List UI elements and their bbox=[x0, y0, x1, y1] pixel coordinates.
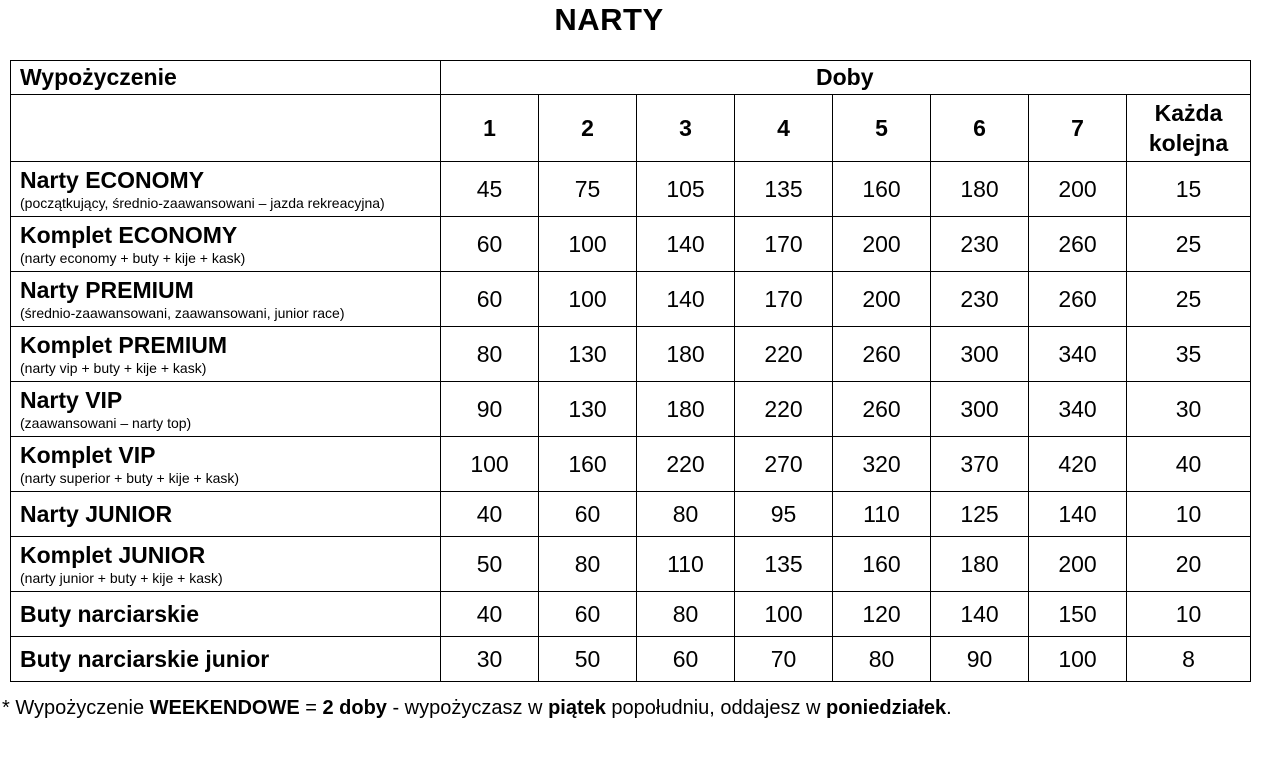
price-cell: 260 bbox=[833, 382, 931, 437]
item-name: Komplet PREMIUM bbox=[20, 331, 227, 358]
price-cell: 100 bbox=[539, 217, 637, 272]
price-cell: 40 bbox=[441, 592, 539, 637]
page-title: NARTY bbox=[554, 2, 664, 37]
item-name: Buty narciarskie junior bbox=[20, 645, 270, 672]
price-cell: 370 bbox=[931, 437, 1029, 492]
price-cell: 160 bbox=[833, 162, 931, 217]
day-header-row bbox=[11, 95, 1251, 162]
price-cell: 90 bbox=[931, 637, 1029, 682]
table-row bbox=[11, 382, 1251, 437]
price-cell: 80 bbox=[637, 592, 735, 637]
price-cell: 80 bbox=[441, 327, 539, 382]
day-column-header: 4 bbox=[735, 95, 833, 162]
price-cell: 70 bbox=[735, 637, 833, 682]
day-column-header: 2 bbox=[539, 95, 637, 162]
price-cell: 100 bbox=[735, 592, 833, 637]
table-row bbox=[11, 637, 1251, 682]
item-name-cell bbox=[11, 272, 441, 327]
footnote-text-3: - wypożyczasz w bbox=[386, 697, 549, 719]
table-row bbox=[11, 272, 1251, 327]
empty-header-cell bbox=[11, 95, 441, 162]
price-cell: 160 bbox=[833, 537, 931, 592]
price-cell: 40 bbox=[441, 492, 539, 537]
price-cell: 180 bbox=[931, 537, 1029, 592]
item-name-cell bbox=[11, 382, 441, 437]
each-next-price-cell: 20 bbox=[1127, 537, 1251, 592]
price-cell: 100 bbox=[441, 437, 539, 492]
each-next-price-cell: 25 bbox=[1127, 217, 1251, 272]
price-cell: 90 bbox=[441, 382, 539, 437]
footnote bbox=[2, 697, 952, 720]
price-cell: 95 bbox=[735, 492, 833, 537]
each-next-line-2: kolejna bbox=[1148, 130, 1229, 156]
item-description: (narty economy + buty + kije + kask) bbox=[20, 249, 246, 266]
price-cell: 50 bbox=[539, 637, 637, 682]
price-cell: 130 bbox=[539, 382, 637, 437]
item-description: (narty superior + buty + kije + kask) bbox=[20, 469, 240, 486]
price-cell: 180 bbox=[637, 327, 735, 382]
day-column-header: 7 bbox=[1029, 95, 1127, 162]
item-name-cell bbox=[11, 537, 441, 592]
item-name-cell bbox=[11, 437, 441, 492]
price-cell: 320 bbox=[833, 437, 931, 492]
price-cell: 125 bbox=[931, 492, 1029, 537]
price-cell: 260 bbox=[833, 327, 931, 382]
price-cell: 230 bbox=[931, 217, 1029, 272]
each-next-price-cell: 35 bbox=[1127, 327, 1251, 382]
day-column-header: 6 bbox=[931, 95, 1029, 162]
price-cell: 220 bbox=[735, 327, 833, 382]
price-cell: 100 bbox=[539, 272, 637, 327]
price-cell: 80 bbox=[539, 537, 637, 592]
price-cell: 170 bbox=[735, 217, 833, 272]
footnote-text-5: . bbox=[946, 697, 952, 719]
price-cell: 80 bbox=[833, 637, 931, 682]
table-row bbox=[11, 537, 1251, 592]
item-description: (narty vip + buty + kije + kask) bbox=[20, 359, 207, 376]
item-name: Buty narciarskie bbox=[20, 600, 199, 627]
price-cell: 230 bbox=[931, 272, 1029, 327]
price-cell: 135 bbox=[735, 537, 833, 592]
each-next-price-cell: 10 bbox=[1127, 592, 1251, 637]
price-cell: 300 bbox=[931, 327, 1029, 382]
footnote-bold-days: 2 doby bbox=[322, 697, 387, 719]
price-cell: 75 bbox=[539, 162, 637, 217]
item-description: (zaawansowani – narty top) bbox=[20, 414, 192, 431]
price-cell: 50 bbox=[441, 537, 539, 592]
price-cell: 140 bbox=[1029, 492, 1127, 537]
item-name-cell bbox=[11, 162, 441, 217]
each-next-line-1: Każda bbox=[1154, 100, 1223, 126]
table-row bbox=[11, 162, 1251, 217]
price-table bbox=[10, 60, 1251, 682]
item-name: Narty VIP bbox=[20, 386, 123, 413]
days-group-header: Doby bbox=[441, 61, 1251, 95]
table-row bbox=[11, 437, 1251, 492]
price-cell: 180 bbox=[637, 382, 735, 437]
price-cell: 270 bbox=[735, 437, 833, 492]
each-next-price-cell: 8 bbox=[1127, 637, 1251, 682]
item-name: Komplet JUNIOR bbox=[20, 541, 206, 568]
item-name-cell bbox=[11, 217, 441, 272]
price-cell: 60 bbox=[637, 637, 735, 682]
price-cell: 100 bbox=[1029, 637, 1127, 682]
price-cell: 140 bbox=[637, 272, 735, 327]
each-next-price-cell: 25 bbox=[1127, 272, 1251, 327]
table-header-row bbox=[11, 61, 1251, 95]
table-row bbox=[11, 492, 1251, 537]
price-cell: 180 bbox=[931, 162, 1029, 217]
price-cell: 105 bbox=[637, 162, 735, 217]
price-cell: 260 bbox=[1029, 217, 1127, 272]
day-column-header: 1 bbox=[441, 95, 539, 162]
item-name-cell bbox=[11, 637, 441, 682]
price-cell: 170 bbox=[735, 272, 833, 327]
price-cell: 30 bbox=[441, 637, 539, 682]
table-row bbox=[11, 327, 1251, 382]
price-cell: 120 bbox=[833, 592, 931, 637]
rental-header: Wypożyczenie bbox=[11, 61, 441, 95]
item-name: Komplet VIP bbox=[20, 441, 156, 468]
price-cell: 80 bbox=[637, 492, 735, 537]
each-next-price-cell: 30 bbox=[1127, 382, 1251, 437]
price-cell: 60 bbox=[441, 217, 539, 272]
price-cell: 140 bbox=[637, 217, 735, 272]
item-name: Komplet ECONOMY bbox=[20, 221, 238, 248]
price-cell: 200 bbox=[833, 272, 931, 327]
price-cell: 300 bbox=[931, 382, 1029, 437]
table-row bbox=[11, 592, 1251, 637]
price-cell: 340 bbox=[1029, 382, 1127, 437]
price-cell: 220 bbox=[637, 437, 735, 492]
item-name-cell bbox=[11, 327, 441, 382]
day-column-header: 5 bbox=[833, 95, 931, 162]
footnote-bold-friday: piątek bbox=[548, 697, 606, 719]
item-name-cell bbox=[11, 492, 441, 537]
day-column-header: 3 bbox=[637, 95, 735, 162]
price-cell: 130 bbox=[539, 327, 637, 382]
item-description: (początkujący, średnio-zaawansowani – jazda rekreacyjna) bbox=[20, 194, 385, 211]
price-cell: 135 bbox=[735, 162, 833, 217]
each-next-price-cell: 10 bbox=[1127, 492, 1251, 537]
price-cell: 110 bbox=[637, 537, 735, 592]
item-name: Narty PREMIUM bbox=[20, 276, 194, 303]
item-name: Narty JUNIOR bbox=[20, 500, 173, 527]
price-cell: 200 bbox=[1029, 162, 1127, 217]
price-cell: 150 bbox=[1029, 592, 1127, 637]
price-cell: 420 bbox=[1029, 437, 1127, 492]
price-cell: 60 bbox=[441, 272, 539, 327]
footnote-text-1: * Wypożyczenie bbox=[2, 697, 150, 719]
price-cell: 110 bbox=[833, 492, 931, 537]
each-next-price-cell: 15 bbox=[1127, 162, 1251, 217]
price-cell: 140 bbox=[931, 592, 1029, 637]
item-description: (narty junior + buty + kije + kask) bbox=[20, 569, 223, 586]
price-cell: 260 bbox=[1029, 272, 1127, 327]
each-next-header bbox=[1127, 95, 1251, 162]
footnote-bold-monday: poniedziałek bbox=[826, 697, 947, 719]
price-cell: 220 bbox=[735, 382, 833, 437]
item-description: (średnio-zaawansowani, zaawansowani, junior race) bbox=[20, 304, 345, 321]
price-cell: 340 bbox=[1029, 327, 1127, 382]
price-cell: 200 bbox=[1029, 537, 1127, 592]
item-name-cell bbox=[11, 592, 441, 637]
price-cell: 45 bbox=[441, 162, 539, 217]
each-next-price-cell: 40 bbox=[1127, 437, 1251, 492]
footnote-text-2: = bbox=[299, 697, 323, 719]
table-row bbox=[11, 217, 1251, 272]
footnote-bold-weekend: WEEKENDOWE bbox=[149, 697, 300, 719]
footnote-text-4: popołudniu, oddajesz w bbox=[605, 697, 827, 719]
price-cell: 60 bbox=[539, 492, 637, 537]
price-cell: 60 bbox=[539, 592, 637, 637]
price-cell: 200 bbox=[833, 217, 931, 272]
price-cell: 160 bbox=[539, 437, 637, 492]
item-name: Narty ECONOMY bbox=[20, 166, 205, 193]
